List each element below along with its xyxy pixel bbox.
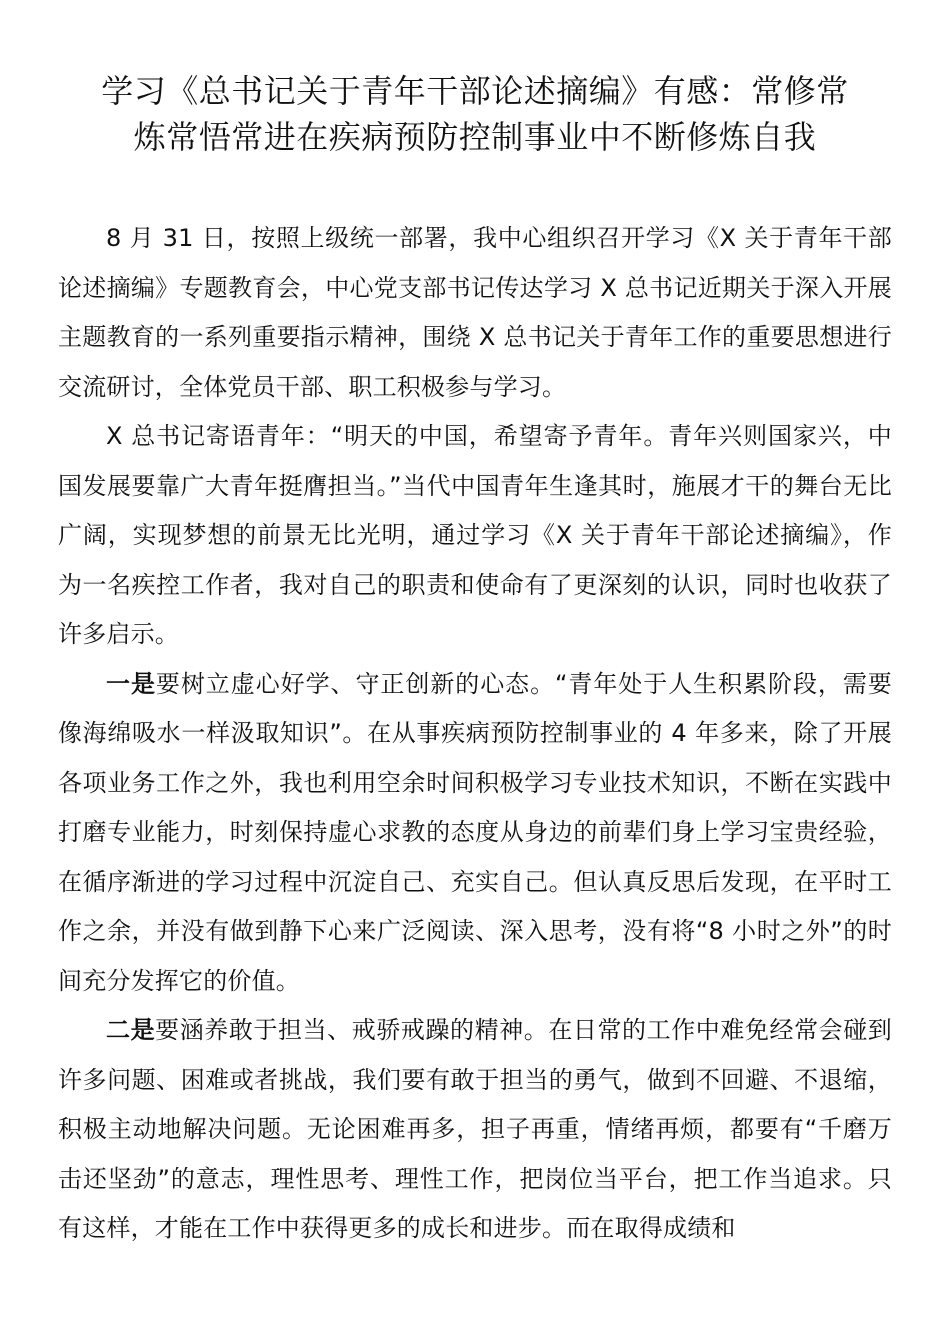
paragraph-point-one [58, 660, 892, 1007]
paragraph-text: X 总书记寄语青年：“明天的中国，希望寄予青年。青年兴则国家兴，中国发展要靠广大青年挺膺担当。”当代中国青年生逢其时，施展才干的舞台无比广阔，实现梦想的前景无比光明，通过学习《X 关于青年干部论述摘编》，作为一名疾控工作者，我对自己的职责和使命有了更深刻的认识，同时也收获了许多启示。 [58, 422, 892, 648]
paragraph-text: 要涵养敢于担当、戒骄戒躁的精神。在日常的工作中难免经常会碰到许多问题、困难或者挑战，我们要有敢于担当的勇气，做到不回避、不退缩，积极主动地解决问题。无论困难再多，担子再重，情绪再烦，都要有“千磨万击还坚劲”的意志，理性思考、理性工作，把岗位当平台，把工作当追求。只有这样，才能在工作中获得更多的成长和进步。而在取得成绩和 [58, 1016, 892, 1242]
paragraph-text: 8 月 31 日，按照上级统一部署，我中心组织召开学习《X 关于青年干部论述摘编》专题教育会，中心党支部书记传达学习 X 总书记近期关于深入开展主题教育的一系列重要指示精神，围绕 X 总书记关于青年工作的重要思想进行交流研讨，全体党员干部、职工积极参与学习。 [58, 224, 892, 401]
paragraph-intro [58, 214, 892, 412]
paragraph-lead: 一是 [106, 669, 156, 698]
document-body [58, 214, 892, 1254]
paragraph-quote [58, 412, 892, 660]
document-title [40, 68, 910, 160]
paragraph-text: 要树立虚心好学、守正创新的心态。“青年处于人生积累阶段，需要像海绵吸水一样汲取知识”。在从事疾病预防控制事业的 4 年多来，除了开展各项业务工作之外，我也利用空余时间积极学习专业技术知识，不断在实践中打磨专业能力，时刻保持虚心求教的态度从身边的前辈们身上学习宝贵经验，在循序渐进的学习过程中沉淀自己、充实自己。但认真反思后发现，在平时工作之余，并没有做到静下心来广泛阅读、深入思考，没有将“8 小时之外”的时间充分发挥它的价值。 [58, 669, 892, 995]
paragraph-lead: 二是 [106, 1016, 156, 1044]
paragraph-point-two [58, 1006, 892, 1254]
title-line-2: 炼常悟常进在疾病预防控制事业中不断修炼自我 [133, 118, 817, 156]
title-line-1: 学习《总书记关于青年干部论述摘编》有感：常修常 [101, 72, 849, 110]
